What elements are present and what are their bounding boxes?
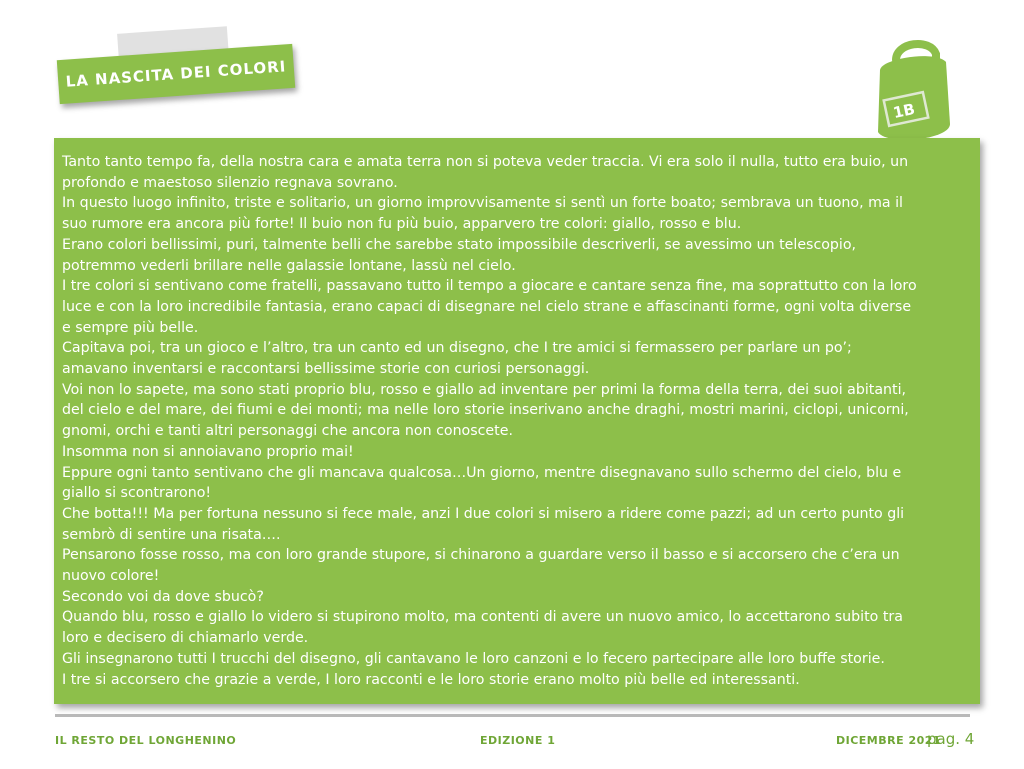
issue-date: DICEMBRE 2021 [836,734,942,747]
story-box [54,138,980,704]
story-line: Voi non lo sapete, ma sono stati proprio blu, rosso e giallo ad inventare per primi la forma della terra, dei suoi abitanti, [62,381,907,398]
story-line: gnomi, orchi e tanti altri personaggi che ancora non conoscete. [62,423,513,440]
footer-divider [55,714,970,717]
story-line: sembrò di sentire una risata…. [62,526,281,543]
story-line: Secondo voi da dove sbucò? [62,588,264,605]
story-line: del cielo e del mare, dei fiumi e dei monti; ma nelle loro storie inserivano anche draghi, mostri marini, ciclopi, unicorni, [62,402,909,419]
story-line: amavano inventarsi e raccontarsi bellissime storie con curiosi personaggi. [62,361,590,378]
class-badge: 1B [891,99,917,123]
story-line: suo rumore era ancora più forte! Il buio non fu più buio, apparvero tre colori: giallo, rosso e blu. [62,216,742,233]
story-line: profondo e maestoso silenzio regnava sovrano. [62,174,398,191]
story-line: Pensarono fosse rosso, ma con loro grande stupore, si chinarono a guardare verso il basso e si accorsero che c’era un [62,547,900,564]
publication-name: IL RESTO DEL LONGHENINO [55,734,237,747]
page-number: pag. 4 [927,730,975,748]
story-line: nuovo colore! [62,568,160,585]
article-title: LA NASCITA DEI COLORI [65,57,287,91]
edition-label: EDIZIONE 1 [480,734,556,747]
story-line: Capitava poi, tra un gioco e l’altro, tra un canto ed un disegno, che I tre amici si fermassero per parlare un po’; [62,340,852,357]
story-line: e sempre più belle. [62,319,199,336]
story-line: Insomma non si annoiavano proprio mai! [62,443,354,460]
story-line: loro e decisero di chiamarlo verde. [62,630,309,647]
story-line: giallo si scontrarono! [62,485,212,502]
story-line: luce e con la loro incredibile fantasia, erano capaci di disegnare nel cielo strane e affascinanti forme, ogni volta diverse [62,298,912,315]
story-line: Eppure ogni tanto sentivano che gli mancava qualcosa…Un giorno, mentre disegnavano sullo schermo del cielo, blu e [62,464,902,481]
story-line: Tanto tanto tempo fa, della nostra cara e amata terra non si poteva veder traccia. Vi era solo il nulla, tutto era buio, un [62,154,909,170]
story-line: I tre si accorsero che grazie a verde, I loro racconti e le loro storie erano molto più belle ed interessanti. [62,671,800,688]
story-line: potremmo vederli brillare nelle galassie lontane, lassù nel cielo. [62,257,516,274]
story-line: Che botta!!! Ma per fortuna nessuno si fece male, anzi I due colori si misero a ridere come pazzi; ad un certo punto gli [62,505,905,522]
story-line: Gli insegnarono tutti I trucchi del disegno, gli cantavano le loro canzoni e lo fecero partecipare alle loro buffe storie. [62,650,885,667]
backpack-icon [866,36,952,148]
story-line: Quando blu, rosso e giallo lo videro si stupirono molto, ma contenti di avere un nuovo amico, lo accettarono subito tra [62,609,903,626]
title-banner [57,44,295,104]
story-line: I tre colori si sentivano come fratelli, passavano tutto il tempo a giocare e cantare senza fine, ma soprattutto con la loro [62,278,917,295]
story-line: Erano colori bellissimi, puri, talmente belli che sarebbe stato impossibile descriverli, se avessimo un telescopio, [62,236,857,253]
story-line: In questo luogo infinito, triste e solitario, un giorno improvvisamente si sentì un forte boato; sembrava un tuono, ma il [62,195,903,212]
